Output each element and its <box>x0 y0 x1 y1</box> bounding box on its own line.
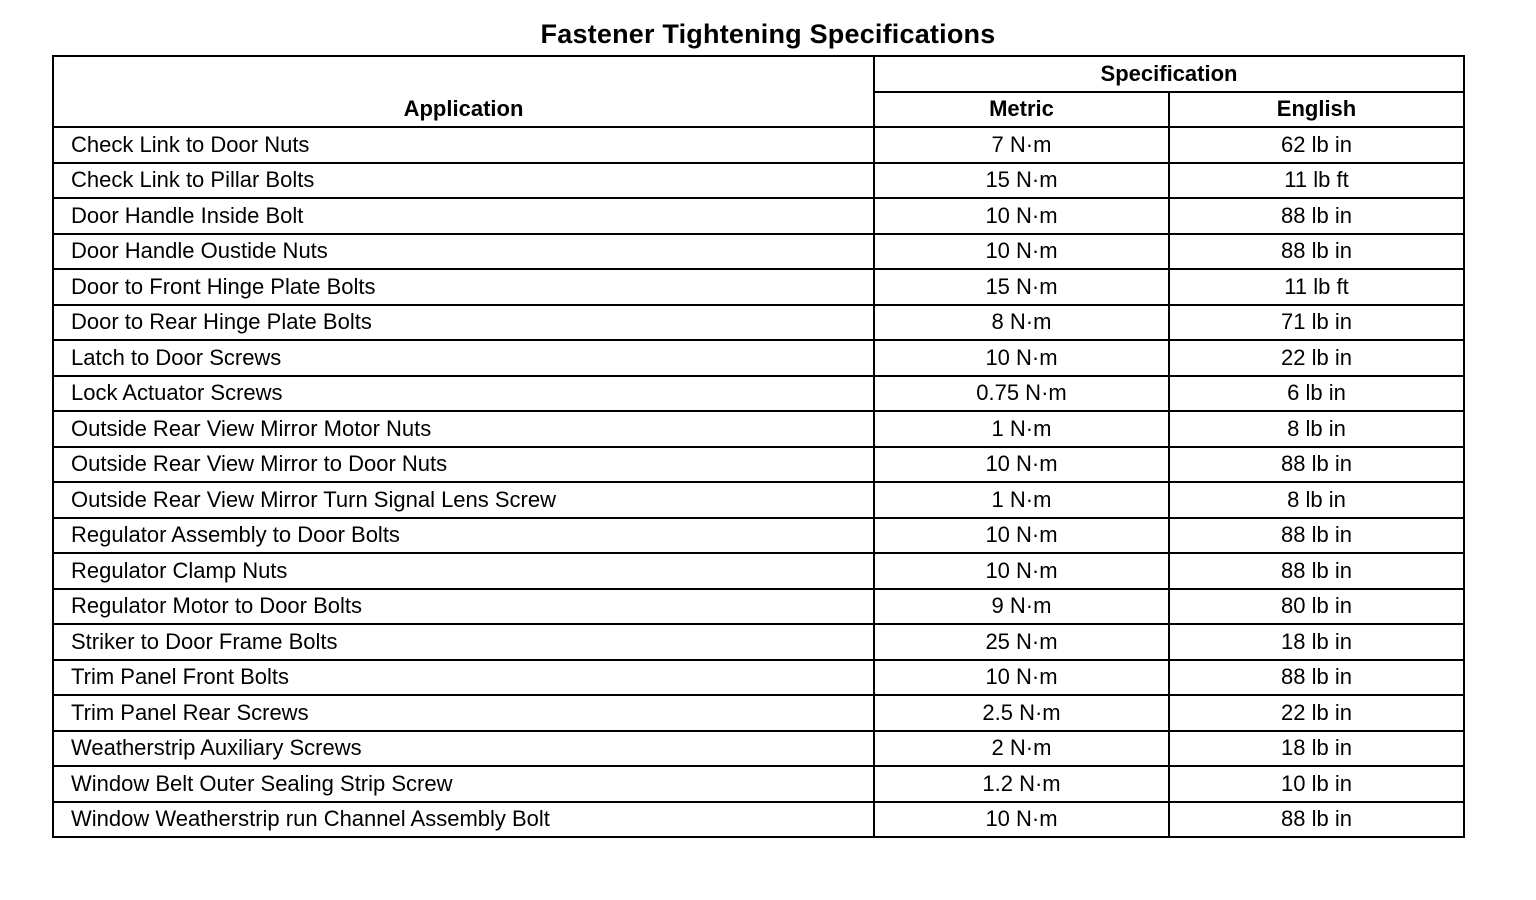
cell-english: 88 lb in <box>1169 518 1464 554</box>
cell-english: 18 lb in <box>1169 624 1464 660</box>
cell-metric: 0.75 N·m <box>874 376 1169 412</box>
table-row <box>53 234 1464 270</box>
cell-metric: 1 N·m <box>874 482 1169 518</box>
cell-application: Window Belt Outer Sealing Strip Screw <box>53 766 874 802</box>
cell-english: 22 lb in <box>1169 695 1464 731</box>
cell-application: Regulator Clamp Nuts <box>53 553 874 589</box>
column-header-application: Application <box>53 56 874 127</box>
cell-application: Check Link to Pillar Bolts <box>53 163 874 199</box>
table-row <box>53 589 1464 625</box>
cell-application: Outside Rear View Mirror Motor Nuts <box>53 411 874 447</box>
table-row <box>53 695 1464 731</box>
cell-application: Trim Panel Front Bolts <box>53 660 874 696</box>
table-row <box>53 411 1464 447</box>
table-row <box>53 624 1464 660</box>
cell-metric: 1 N·m <box>874 411 1169 447</box>
cell-english: 8 lb in <box>1169 482 1464 518</box>
table-row <box>53 731 1464 767</box>
cell-application: Weatherstrip Auxiliary Screws <box>53 731 874 767</box>
table-row <box>53 660 1464 696</box>
table-row <box>53 447 1464 483</box>
cell-english: 88 lb in <box>1169 234 1464 270</box>
cell-english: 88 lb in <box>1169 198 1464 234</box>
cell-metric: 7 N·m <box>874 127 1169 163</box>
column-header-specification: Specification <box>874 56 1464 92</box>
cell-application: Window Weatherstrip run Channel Assembly Bolt <box>53 802 874 838</box>
page-title: Fastener Tightening Specifications <box>540 19 996 49</box>
cell-metric: 2 N·m <box>874 731 1169 767</box>
cell-application: Regulator Motor to Door Bolts <box>53 589 874 625</box>
fastener-spec-table <box>52 55 1465 838</box>
table-row <box>53 127 1464 163</box>
cell-metric: 15 N·m <box>874 269 1169 305</box>
cell-metric: 8 N·m <box>874 305 1169 341</box>
cell-english: 22 lb in <box>1169 340 1464 376</box>
cell-english: 18 lb in <box>1169 731 1464 767</box>
header-row-top <box>53 56 1464 92</box>
table-row <box>53 766 1464 802</box>
cell-application: Door to Rear Hinge Plate Bolts <box>53 305 874 341</box>
cell-application: Outside Rear View Mirror Turn Signal Lens Screw <box>53 482 874 518</box>
cell-english: 10 lb in <box>1169 766 1464 802</box>
cell-application: Striker to Door Frame Bolts <box>53 624 874 660</box>
cell-metric: 10 N·m <box>874 340 1169 376</box>
table-header <box>53 56 1464 127</box>
cell-english: 88 lb in <box>1169 447 1464 483</box>
cell-english: 88 lb in <box>1169 660 1464 696</box>
table-row <box>53 802 1464 838</box>
cell-metric: 10 N·m <box>874 553 1169 589</box>
table-row <box>53 340 1464 376</box>
cell-application: Lock Actuator Screws <box>53 376 874 412</box>
cell-application: Check Link to Door Nuts <box>53 127 874 163</box>
cell-metric: 10 N·m <box>874 447 1169 483</box>
cell-metric: 10 N·m <box>874 198 1169 234</box>
cell-metric: 9 N·m <box>874 589 1169 625</box>
cell-english: 11 lb ft <box>1169 163 1464 199</box>
cell-metric: 25 N·m <box>874 624 1169 660</box>
cell-metric: 10 N·m <box>874 234 1169 270</box>
cell-english: 71 lb in <box>1169 305 1464 341</box>
cell-application: Trim Panel Rear Screws <box>53 695 874 731</box>
cell-application: Regulator Assembly to Door Bolts <box>53 518 874 554</box>
table-row <box>53 376 1464 412</box>
table-row <box>53 482 1464 518</box>
cell-english: 62 lb in <box>1169 127 1464 163</box>
cell-metric: 10 N·m <box>874 518 1169 554</box>
table-row <box>53 198 1464 234</box>
table-row <box>53 518 1464 554</box>
cell-application: Outside Rear View Mirror to Door Nuts <box>53 447 874 483</box>
table-row <box>53 553 1464 589</box>
table-row <box>53 269 1464 305</box>
cell-english: 80 lb in <box>1169 589 1464 625</box>
table-row <box>53 163 1464 199</box>
cell-metric: 15 N·m <box>874 163 1169 199</box>
cell-metric: 10 N·m <box>874 802 1169 838</box>
cell-english: 88 lb in <box>1169 802 1464 838</box>
cell-english: 8 lb in <box>1169 411 1464 447</box>
cell-application: Latch to Door Screws <box>53 340 874 376</box>
cell-application: Door Handle Oustide Nuts <box>53 234 874 270</box>
table-body <box>53 127 1464 837</box>
cell-metric: 2.5 N·m <box>874 695 1169 731</box>
column-header-metric: Metric <box>874 92 1169 128</box>
cell-english: 6 lb in <box>1169 376 1464 412</box>
column-header-english: English <box>1169 92 1464 128</box>
table-row <box>53 305 1464 341</box>
cell-english: 88 lb in <box>1169 553 1464 589</box>
cell-application: Door Handle Inside Bolt <box>53 198 874 234</box>
cell-metric: 10 N·m <box>874 660 1169 696</box>
cell-metric: 1.2 N·m <box>874 766 1169 802</box>
cell-application: Door to Front Hinge Plate Bolts <box>53 269 874 305</box>
cell-english: 11 lb ft <box>1169 269 1464 305</box>
